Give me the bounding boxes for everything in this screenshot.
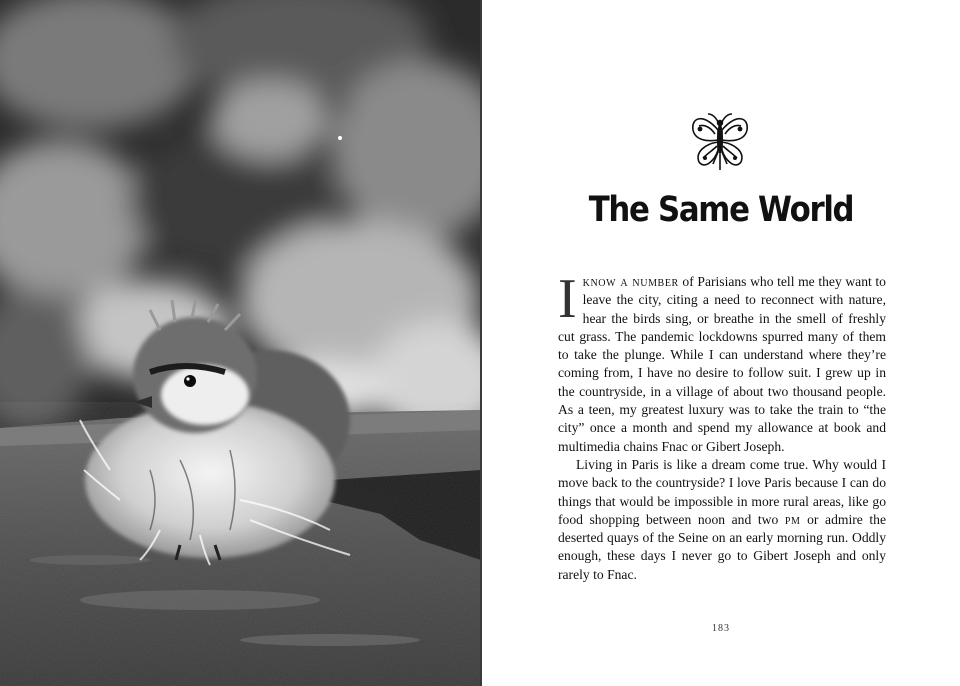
chapter-body [558, 268, 886, 584]
paragraph-1-text: of Parisians who tell me they want to leave the city, citing a need to reconnect with nature, hear the birds sing, or breathe in the smell of freshly cut grass. The pandemic lockdowns spurred many of them to take the plunge. While I can understand where they’re coming from, I have no desire to follow suit. I grew up in the countryside, in a village of about two thousand people. As a teen, my greatest luxury was to take the train to “the city” once a month and spend my allowance at book and multimedia chains Fnac or Gibert Joseph. [558, 274, 886, 454]
paragraph-2-text-after: or admire the deserted quays of the Seine on an early morning run. Oddly enough, these days I never go to Gibert Joseph and only rarely to Fnac. [558, 511, 886, 582]
paragraph-2 [558, 456, 886, 584]
paragraph-2-text-before: Living in Paris is like a dream come true. Why would I move back to the countryside? I love Paris because I can do things that would be impossible in more rural areas, like go food shopping between noon and two [558, 456, 886, 527]
paragraph-1 [558, 268, 886, 456]
chapter-title: The Same World [588, 190, 854, 230]
time-small-caps: pm [784, 511, 801, 527]
text-page [482, 0, 960, 686]
lead-in-small-caps: know a number [582, 274, 679, 289]
butterfly-ornament-icon [687, 112, 753, 174]
drop-cap: I [558, 268, 577, 330]
page-number: 183 [712, 623, 730, 634]
